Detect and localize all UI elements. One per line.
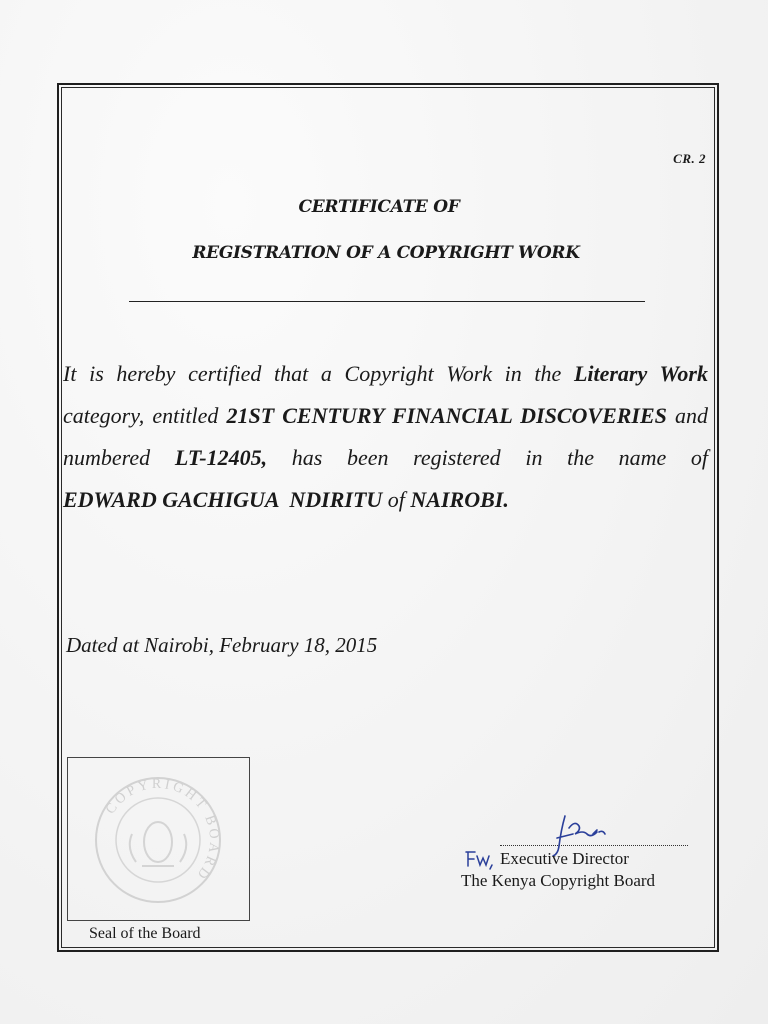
statement-category-suffix: category, entitled — [63, 403, 227, 428]
seal-label: Seal of the Board — [89, 925, 201, 942]
certificate-title-line2: REGISTRATION OF A COPYRIGHT WORK — [192, 243, 580, 263]
svg-text:COPYRIGHT BOARD — [103, 777, 221, 884]
statement-of: of — [382, 487, 411, 512]
certification-statement — [63, 353, 708, 521]
seal-ring-text: COPYRIGHT BOARD — [103, 776, 222, 884]
registration-number: LT-12405, — [174, 445, 268, 470]
owner-location: NAIROBI. — [410, 487, 509, 512]
work-category: Literary Work — [573, 361, 708, 386]
date-line: Dated at Nairobi, February 18, 2015 — [66, 633, 378, 657]
form-code: CR. 2 — [673, 151, 706, 166]
certificate-title-line1: CERTIFICATE OF — [298, 197, 460, 217]
embossed-seal-icon — [92, 774, 224, 906]
signatory-title: Executive Director — [500, 849, 629, 868]
statement-registered: has been registered in the name of — [267, 445, 708, 470]
owner-name: EDWARD GACHIGUA NDIRITU — [63, 487, 383, 512]
statement-numbered: and numbered — [63, 403, 709, 470]
seal-box — [67, 757, 250, 921]
signatory-organization: The Kenya Copyright Board — [461, 871, 656, 890]
work-title: 21ST CENTURY FINANCIAL DISCOVERIES — [226, 403, 667, 428]
signatory-prefix-icon — [463, 848, 497, 870]
statement-intro: It is hereby certified that a Copyright Work in the — [63, 361, 574, 386]
title-divider — [129, 301, 645, 302]
